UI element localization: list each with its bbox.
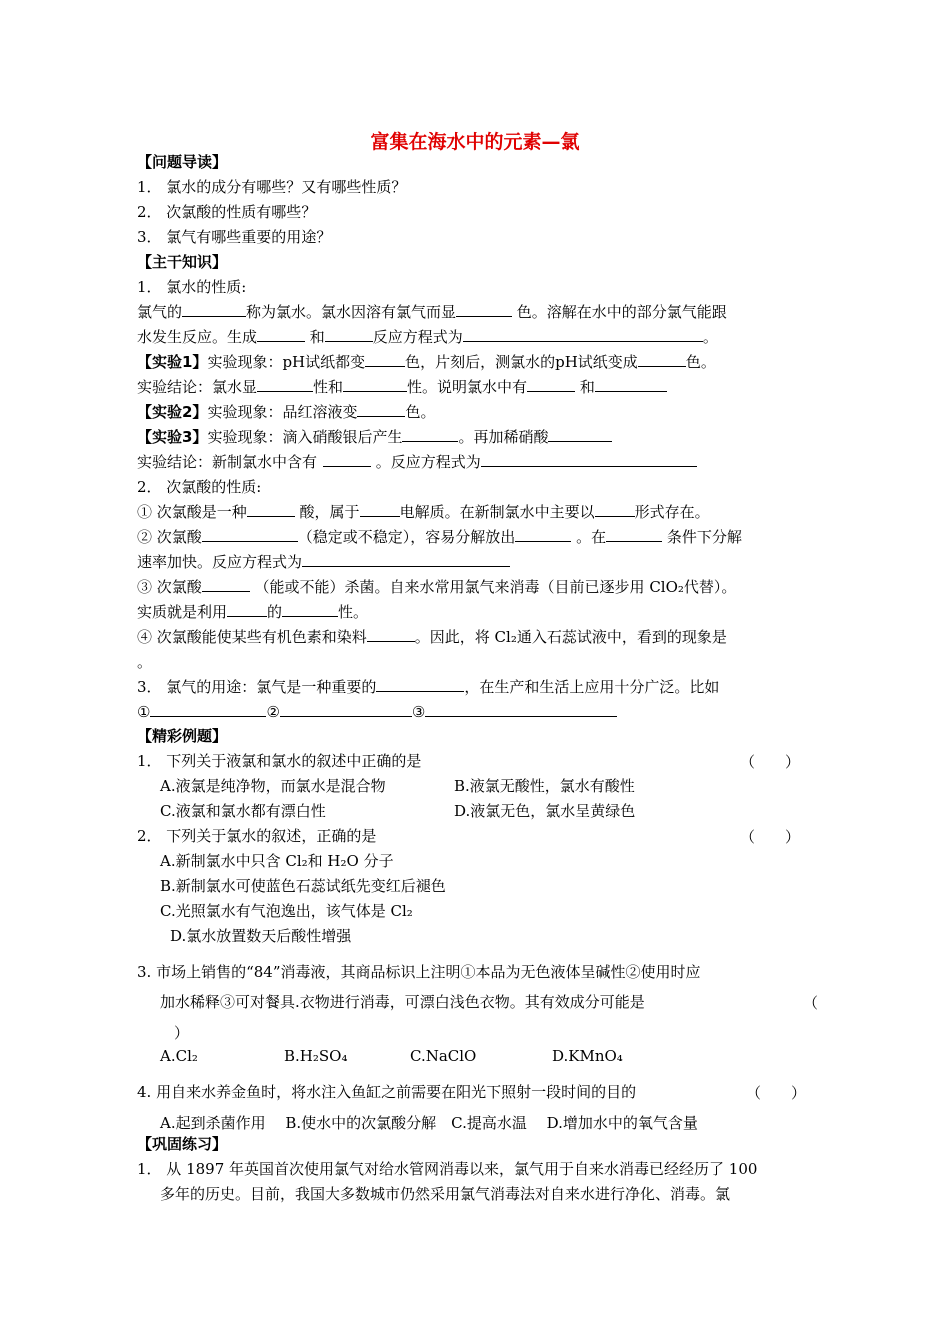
- example-2-option-b: B.新制氯水可使蓝色石蕊试纸先变红后褪色: [160, 877, 446, 895]
- blank: [202, 527, 298, 542]
- example-3-stem-line-1: 3. 市场上销售的“84”消毒液，其商品标识上注明①本品为无色液体呈碱性②使用时应: [137, 963, 701, 981]
- experiment-1-conclusion: [137, 377, 667, 397]
- experiment-3-phenomenon: [137, 427, 612, 447]
- hclo-property-3-essence: [137, 602, 368, 622]
- text: ②: [266, 703, 280, 721]
- section-heading-guide: 【问题导读】: [137, 153, 228, 171]
- blank: [595, 502, 635, 517]
- answer-paren: （ ）: [740, 828, 801, 846]
- experiment-label: 【实验1】: [137, 353, 208, 371]
- knowledge-2-title: 2． 次氯酸的性质:: [137, 478, 262, 496]
- experiment-2: [137, 402, 435, 422]
- text: 性和: [313, 378, 344, 396]
- experiment-label: 【实验2】: [137, 403, 208, 421]
- text: （能或不能）杀菌。自来水常用氯气来消毒（目前已逐步用 ClO₂代替）。: [249, 578, 737, 596]
- guide-question-3: 3． 氯气有哪些重要的用途？: [137, 228, 332, 246]
- experiment-3-conclusion: [137, 452, 697, 472]
- blank: [357, 402, 405, 417]
- text: 实验结论：氯水显: [137, 378, 258, 396]
- blank: [202, 577, 250, 592]
- text: 水发生反应。生成: [137, 328, 258, 346]
- experiment-1-phenomenon: [137, 352, 716, 372]
- blank: [343, 377, 407, 392]
- blank: [376, 677, 464, 692]
- blank: [247, 502, 295, 517]
- text: 反应方程式为: [372, 328, 463, 346]
- text: 。再加稀硝酸: [458, 428, 549, 446]
- text: ，在生产和生活上应用十分广泛。比如: [464, 678, 720, 696]
- blank: [360, 502, 400, 517]
- blank: [257, 377, 313, 392]
- page-title: 富集在海水中的元素—氯: [370, 131, 580, 153]
- text: 实验现象：品红溶液变: [207, 403, 358, 421]
- example-1-option-c: C.液氯和氯水都有漂白性: [160, 802, 326, 820]
- blank: [527, 377, 575, 392]
- text: ③: [411, 703, 426, 721]
- hclo-property-1: [137, 502, 710, 522]
- knowledge-1-title: 1． 氯水的性质:: [137, 278, 247, 296]
- text: 色。: [405, 403, 436, 421]
- section-heading-practice: 【巩固练习】: [137, 1135, 228, 1153]
- blank: [257, 327, 305, 342]
- text: 和: [575, 378, 595, 396]
- guide-question-2: 2． 次氯酸的性质有哪些？: [137, 203, 317, 221]
- text: 氯气的: [137, 303, 183, 321]
- example-2-stem: 2． 下列关于氯水的叙述，正确的是: [137, 827, 377, 845]
- example-3-option-b: B.H₂SO₄: [284, 1047, 348, 1065]
- example-4-options: A.起到杀菌作用 B.使水中的次氯酸分解 C.提高水温 D.增加水中的氧气含量: [160, 1114, 698, 1132]
- blank: [280, 702, 412, 717]
- hclo-property-2: [137, 527, 742, 547]
- text: 电解质。在新制氯水中主要以: [399, 503, 595, 521]
- text: 的: [267, 603, 283, 621]
- knowledge-3-uses: [137, 677, 719, 697]
- example-3-option-c: C.NaClO: [410, 1047, 477, 1065]
- blank: [481, 452, 697, 467]
- text: 。在: [571, 528, 607, 546]
- text: 称为氯水。氯水因溶有氯气而显: [246, 303, 457, 321]
- hclo-property-4-end: 。: [137, 653, 153, 671]
- blank: [402, 427, 458, 442]
- text: 色，片刻后，测氯水的pH试纸变成: [405, 353, 638, 371]
- blank: [227, 602, 267, 617]
- hclo-property-2-equation: [137, 552, 510, 572]
- blank: [456, 302, 512, 317]
- text: 实验现象：滴入硝酸银后产生: [207, 428, 403, 446]
- blank: [463, 327, 703, 342]
- example-1-option-b: B.液氯无酸性，氯水有酸性: [454, 777, 635, 795]
- blank: [515, 527, 571, 542]
- hclo-property-4: [137, 627, 727, 647]
- blank: [325, 327, 373, 342]
- knowledge-1-line-b: [137, 327, 718, 347]
- blank: [606, 527, 662, 542]
- blank: [150, 702, 266, 717]
- knowledge-1-line-a: [137, 302, 727, 322]
- text: 性。说明氯水中有: [407, 378, 528, 396]
- blank: [302, 552, 510, 567]
- text: 酸，属于: [294, 503, 360, 521]
- practice-1-line-2: 多年的历史。目前，我国大多数城市仍然采用氯气消毒法对自来水进行净化、消毒。氯: [160, 1185, 731, 1203]
- example-4-stem: 4. 用自来水养金鱼时，将水注入鱼缸之前需要在阳光下照射一段时间的目的: [137, 1083, 637, 1101]
- blank: [365, 352, 405, 367]
- example-3-stem-line-2: 加水稀释③可对餐具.衣物进行消毒，可漂白浅色衣物。其有效成分可能是: [160, 993, 645, 1011]
- blank: [595, 377, 667, 392]
- answer-paren: （ ）: [740, 753, 801, 771]
- knowledge-3-examples: [137, 702, 617, 722]
- blank: [367, 627, 415, 642]
- text: 性。: [338, 603, 369, 621]
- practice-1-line-1: 1． 从 1897 年英国首次使用氯气对给水管网消毒以来，氯气用于自来水消毒已经经历了 100: [137, 1160, 758, 1178]
- answer-paren: （ ）: [746, 1084, 807, 1102]
- text: 形式存在。: [634, 503, 710, 521]
- text: 色。: [685, 353, 716, 371]
- text: 色。溶解在水中的部分氯气能跟: [512, 303, 727, 321]
- blank: [182, 302, 246, 317]
- answer-paren-close: ）: [174, 1024, 190, 1042]
- example-3-option-d: D.KMnO₄: [552, 1047, 623, 1065]
- text: 实质就是利用: [137, 603, 228, 621]
- text: （稳定或不稳定），容易分解放出: [297, 528, 516, 546]
- text: 。: [702, 328, 718, 346]
- guide-question-1: 1． 氯水的成分有哪些？又有哪些性质？: [137, 178, 407, 196]
- blank: [323, 452, 371, 467]
- example-2-option-d: D.氯水放置数天后酸性增强: [170, 927, 352, 945]
- text: 3． 氯气的用途：氯气是一种重要的: [137, 678, 377, 696]
- text: ①: [137, 703, 151, 721]
- example-2-option-c: C.光照氯水有气泡逸出，该气体是 Cl₂: [160, 902, 413, 920]
- answer-paren-open: （: [803, 994, 819, 1012]
- text: 条件下分解: [662, 528, 742, 546]
- text: ④ 次氯酸能使某些有机色素和染料: [137, 628, 367, 646]
- section-heading-examples: 【精彩例题】: [137, 727, 228, 745]
- text: 和: [305, 328, 325, 346]
- example-1-stem: 1． 下列关于液氯和氯水的叙述中正确的是: [137, 752, 422, 770]
- blank: [425, 702, 617, 717]
- section-heading-main: 【主干知识】: [137, 253, 228, 271]
- example-3-option-a: A.Cl₂: [160, 1047, 198, 1065]
- text: ① 次氯酸是一种: [137, 503, 247, 521]
- blank: [282, 602, 338, 617]
- text: 速率加快。反应方程式为: [137, 553, 303, 571]
- example-1-option-a: A.液氯是纯净物，而氯水是混合物: [160, 777, 386, 795]
- text: 。因此，将 Cl₂通入石蕊试液中，看到的现象是: [414, 628, 727, 646]
- text: ③ 次氯酸: [137, 578, 202, 596]
- blank: [638, 352, 686, 367]
- text: 。反应方程式为: [371, 453, 481, 471]
- text: ② 次氯酸: [137, 528, 202, 546]
- text: 实验现象：pH试纸都变: [207, 353, 366, 371]
- example-1-option-d: D.液氯无色，氯水呈黄绿色: [454, 802, 636, 820]
- hclo-property-3: [137, 577, 736, 597]
- example-2-option-a: A.新制氯水中只含 Cl₂和 H₂O 分子: [160, 852, 394, 870]
- blank: [548, 427, 612, 442]
- experiment-label: 【实验3】: [137, 428, 208, 446]
- text: 实验结论：新制氯水中含有: [137, 453, 318, 471]
